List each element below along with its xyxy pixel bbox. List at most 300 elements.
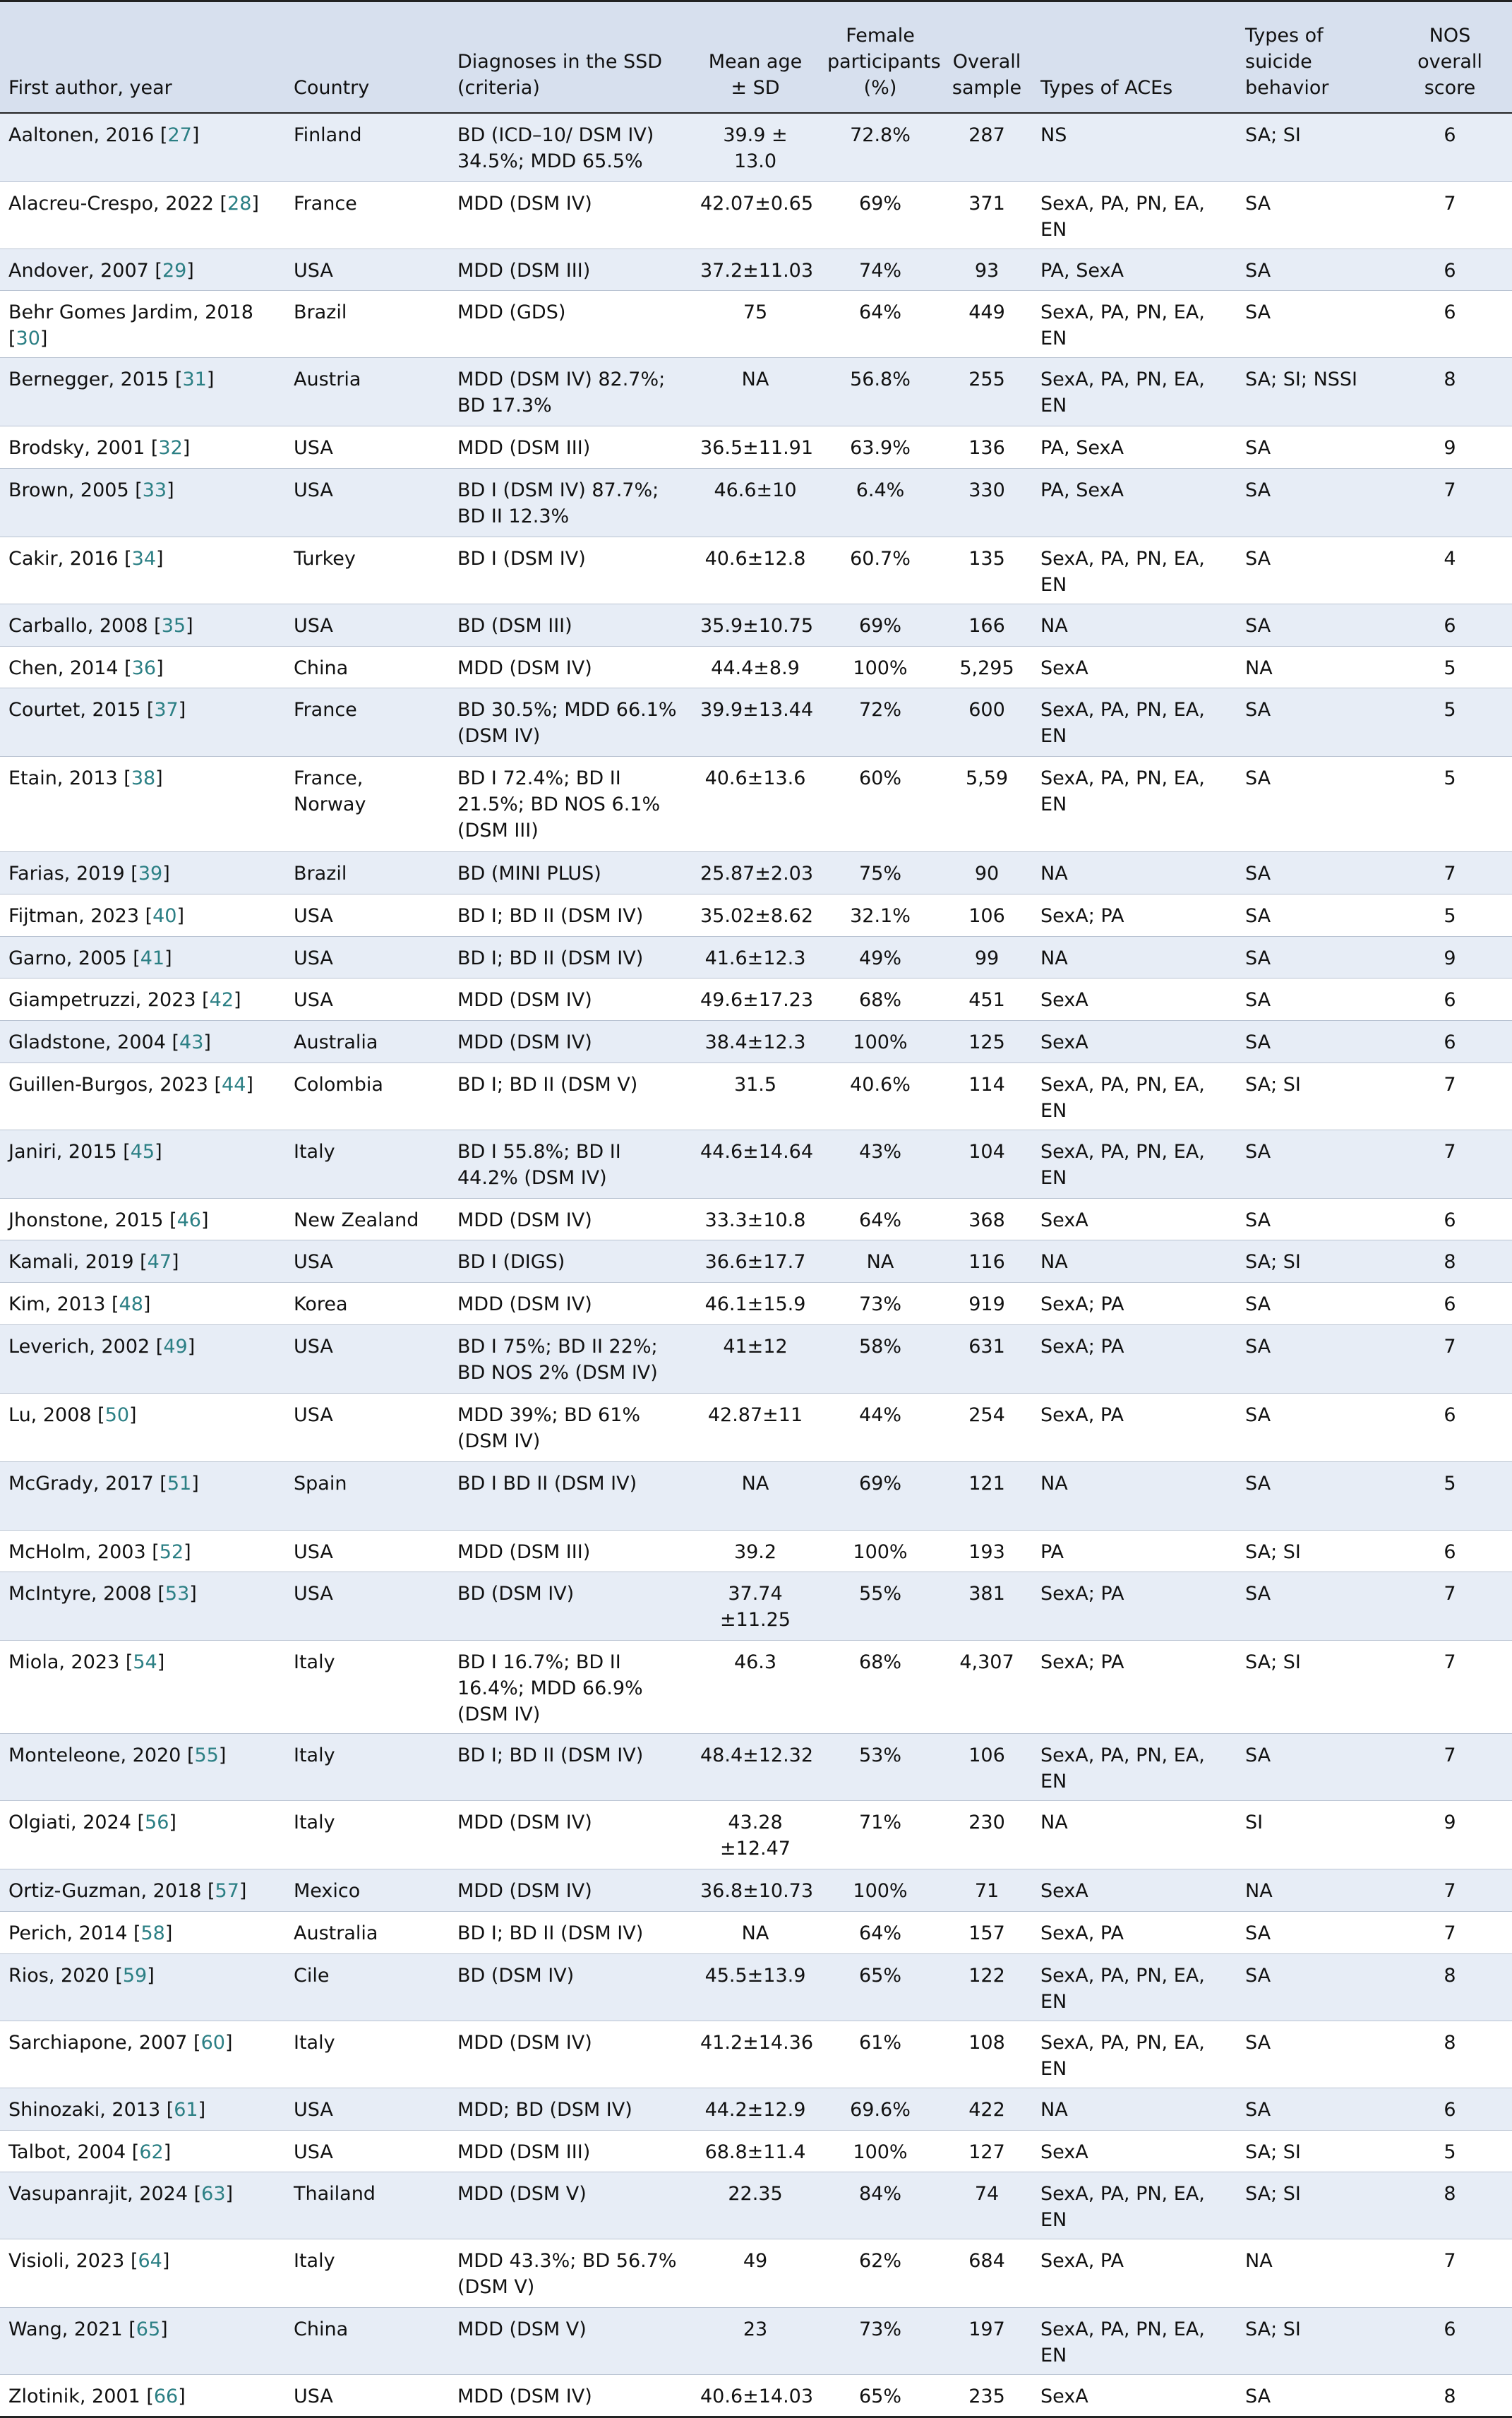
cell-diagnoses: BD (DSM III): [449, 604, 692, 646]
reference-link[interactable]: 51: [167, 1472, 192, 1495]
cell-diagnoses: BD I 16.7%; BD II 16.4%; MDD 66.9% (DSM IV): [449, 1641, 692, 1734]
cell-sample: 106: [942, 894, 1032, 936]
cell-nos: 5: [1388, 646, 1512, 688]
cell-aces: SexA: [1032, 1869, 1237, 1912]
header-row: [0, 1, 1512, 114]
cell-nos: 9: [1388, 426, 1512, 469]
cell-suicide: SA: [1237, 1324, 1388, 1393]
cell-nos: 6: [1388, 1530, 1512, 1572]
author-name: Olgiati, 2024: [8, 1812, 131, 1834]
cell-sample: 166: [942, 604, 1032, 646]
cell-aces: SexA: [1032, 1021, 1237, 1063]
reference-link[interactable]: 66: [153, 2386, 179, 2408]
reference-link[interactable]: 65: [136, 2318, 161, 2341]
table-row: [0, 1283, 1512, 1325]
cell-author: Rios, 2020 [59]: [0, 1953, 285, 2021]
cell-diagnoses: BD I; BD II (DSM IV): [449, 936, 692, 978]
cell-suicide: NA: [1237, 646, 1388, 688]
cell-aces: SexA, PA, PN, EA, EN: [1032, 291, 1237, 358]
cell-female: 100%: [819, 1869, 942, 1912]
cell-age: 45.5±13.9: [692, 1953, 819, 2021]
author-name: Talbot, 2004: [8, 2141, 126, 2163]
reference-link[interactable]: 63: [201, 2183, 226, 2205]
cell-female: 71%: [819, 1801, 942, 1869]
cell-nos: 5: [1388, 688, 1512, 757]
cell-sample: 631: [942, 1324, 1032, 1393]
reference-link[interactable]: 29: [162, 259, 187, 282]
reference-link[interactable]: 33: [142, 479, 167, 501]
reference-link[interactable]: 28: [227, 192, 252, 215]
cell-female: 69%: [819, 1461, 942, 1530]
cell-aces: NA: [1032, 1461, 1237, 1530]
cell-age: 48.4±12.32: [692, 1734, 819, 1801]
reference-link[interactable]: 48: [119, 1293, 143, 1316]
cell-diagnoses: MDD (DSM IV) 82.7%; BD 17.3%: [449, 358, 692, 426]
cell-suicide: SA: [1237, 426, 1388, 469]
cell-female: 68%: [819, 978, 942, 1021]
cell-sample: 71: [942, 1869, 1032, 1912]
cell-age: 44.4±8.9: [692, 646, 819, 688]
cell-female: 100%: [819, 1021, 942, 1063]
cell-diagnoses: MDD 39%; BD 61% (DSM IV): [449, 1393, 692, 1461]
cell-female: 69.6%: [819, 2088, 942, 2130]
cell-nos: 7: [1388, 852, 1512, 894]
table-row: [0, 1198, 1512, 1240]
cell-author: Gladstone, 2004 [43]: [0, 1021, 285, 1063]
cell-author: Brown, 2005 [33]: [0, 468, 285, 537]
author-name: Lu, 2008: [8, 1403, 92, 1426]
cell-age: NA: [692, 1461, 819, 1530]
cell-aces: SexA, PA, PN, EA, EN: [1032, 358, 1237, 426]
cell-author: Ortiz-Guzman, 2018 [57]: [0, 1869, 285, 1912]
cell-author: Fijtman, 2023 [40]: [0, 894, 285, 936]
cell-sample: 919: [942, 1283, 1032, 1325]
cell-sample: 99: [942, 936, 1032, 978]
cell-diagnoses: BD I 55.8%; BD II 44.2% (DSM IV): [449, 1130, 692, 1198]
reference-link[interactable]: 46: [176, 1209, 201, 1231]
author-name: Brodsky, 2001: [8, 437, 145, 460]
reference-link[interactable]: 62: [139, 2141, 164, 2163]
cell-age: 37.2±11.03: [692, 249, 819, 291]
reference-link[interactable]: 58: [140, 1922, 165, 1945]
table-row: [0, 936, 1512, 978]
cell-aces: SexA; PA: [1032, 1324, 1237, 1393]
author-name: Brown, 2005: [8, 479, 129, 501]
reference-link[interactable]: 43: [179, 1031, 204, 1053]
table-row: [0, 604, 1512, 646]
table-row: [0, 1530, 1512, 1572]
author-name: Kim, 2013: [8, 1293, 106, 1316]
cell-nos: 8: [1388, 358, 1512, 426]
cell-country: USA: [285, 1240, 449, 1283]
reference-link[interactable]: 42: [209, 989, 234, 1012]
table-row: [0, 426, 1512, 469]
author-name: Perich, 2014: [8, 1922, 128, 1945]
cell-sample: 287: [942, 113, 1032, 181]
cell-aces: PA, SexA: [1032, 249, 1237, 291]
cell-female: 73%: [819, 1283, 942, 1325]
table-row: [0, 852, 1512, 894]
cell-age: 41±12: [692, 1324, 819, 1393]
cell-age: 49.6±17.23: [692, 978, 819, 1021]
cell-country: Colombia: [285, 1063, 449, 1130]
cell-suicide: SA: [1237, 249, 1388, 291]
header-female: Female participants (%): [819, 1, 942, 114]
cell-suicide: SA: [1237, 1021, 1388, 1063]
reference-link[interactable]: 52: [159, 1540, 184, 1563]
table-row: [0, 2239, 1512, 2308]
cell-nos: 6: [1388, 291, 1512, 358]
reference-link[interactable]: 50: [104, 1403, 130, 1426]
reference-link[interactable]: 31: [182, 369, 207, 391]
author-name: Jhonstone, 2015: [8, 1209, 164, 1231]
cell-diagnoses: MDD (DSM III): [449, 426, 692, 469]
cell-diagnoses: MDD (DSM III): [449, 2130, 692, 2172]
cell-author: Zlotinik, 2001 [66]: [0, 2375, 285, 2417]
cell-suicide: SA; SI; NSSI: [1237, 358, 1388, 426]
cell-female: 58%: [819, 1324, 942, 1393]
cell-nos: 5: [1388, 2130, 1512, 2172]
cell-age: NA: [692, 358, 819, 426]
cell-sample: 114: [942, 1063, 1032, 1130]
cell-author: Leverich, 2002 [49]: [0, 1324, 285, 1393]
reference-link[interactable]: 53: [164, 1583, 190, 1605]
cell-aces: NA: [1032, 852, 1237, 894]
cell-female: 40.6%: [819, 1063, 942, 1130]
cell-diagnoses: MDD (DSM V): [449, 2308, 692, 2375]
author-name: Alacreu-Crespo, 2022: [8, 192, 214, 215]
table-row: [0, 1869, 1512, 1912]
cell-country: Finland: [285, 113, 449, 181]
cell-country: USA: [285, 1572, 449, 1641]
table-row: [0, 2308, 1512, 2375]
cell-aces: SexA, PA, PN, EA, EN: [1032, 2172, 1237, 2239]
cell-country: Cile: [285, 1953, 449, 2021]
cell-diagnoses: MDD (DSM IV): [449, 1283, 692, 1325]
reference-link[interactable]: 40: [152, 904, 177, 927]
cell-aces: SexA, PA, PN, EA, EN: [1032, 1953, 1237, 2021]
author-name: Vasupanrajit, 2024: [8, 2183, 188, 2205]
cell-sample: 451: [942, 978, 1032, 1021]
reference-link[interactable]: 41: [140, 947, 165, 969]
header-suicide: Types of suicide behavior: [1237, 1, 1388, 114]
cell-country: Spain: [285, 1461, 449, 1530]
cell-diagnoses: BD (DSM IV): [449, 1953, 692, 2021]
cell-aces: SexA, PA, PN, EA, EN: [1032, 1063, 1237, 1130]
cell-sample: 74: [942, 2172, 1032, 2239]
cell-author: Andover, 2007 [29]: [0, 249, 285, 291]
cell-age: 39.9 ± 13.0: [692, 113, 819, 181]
cell-age: 33.3±10.8: [692, 1198, 819, 1240]
cell-country: USA: [285, 249, 449, 291]
cell-suicide: SA; SI: [1237, 1240, 1388, 1283]
cell-country: USA: [285, 604, 449, 646]
cell-author: Kamali, 2019 [47]: [0, 1240, 285, 1283]
cell-author: Guillen-Burgos, 2023 [44]: [0, 1063, 285, 1130]
reference-link[interactable]: 60: [200, 2031, 225, 2054]
table-row: [0, 646, 1512, 688]
cell-sample: 4,307: [942, 1641, 1032, 1734]
cell-diagnoses: BD (ICD–10/ DSM IV) 34.5%; MDD 65.5%: [449, 113, 692, 181]
cell-author: Behr Gomes Jardim, 2018 [30]: [0, 291, 285, 358]
cell-nos: 6: [1388, 2088, 1512, 2130]
reference-link[interactable]: 47: [147, 1251, 172, 1274]
cell-aces: SexA, PA: [1032, 1912, 1237, 1954]
table-row: [0, 468, 1512, 537]
cell-diagnoses: BD I; BD II (DSM IV): [449, 1912, 692, 1954]
cell-female: 55%: [819, 1572, 942, 1641]
reference-link[interactable]: 35: [161, 614, 186, 637]
reference-link[interactable]: 55: [194, 1744, 219, 1767]
cell-diagnoses: MDD (DSM III): [449, 1530, 692, 1572]
cell-author: Courtet, 2015 [37]: [0, 688, 285, 757]
table-row: [0, 358, 1512, 426]
cell-nos: 7: [1388, 1734, 1512, 1801]
cell-country: USA: [285, 468, 449, 537]
cell-country: Brazil: [285, 852, 449, 894]
cell-aces: SexA, PA, PN, EA, EN: [1032, 688, 1237, 757]
cell-diagnoses: MDD; BD (DSM IV): [449, 2088, 692, 2130]
cell-aces: SexA: [1032, 2375, 1237, 2417]
cell-female: 100%: [819, 1530, 942, 1572]
header-author: First author, year: [0, 1, 285, 114]
cell-country: USA: [285, 2088, 449, 2130]
author-name: Behr Gomes Jardim, 2018: [8, 301, 253, 324]
reference-link[interactable]: 36: [131, 657, 157, 679]
reference-link[interactable]: 54: [133, 1651, 157, 1674]
table-body: [0, 113, 1512, 2417]
reference-link[interactable]: 32: [158, 437, 183, 460]
cell-sample: 368: [942, 1198, 1032, 1240]
cell-country: New Zealand: [285, 1198, 449, 1240]
cell-nos: 4: [1388, 537, 1512, 604]
cell-author: McHolm, 2003 [52]: [0, 1530, 285, 1572]
cell-female: 56.8%: [819, 358, 942, 426]
reference-link[interactable]: 57: [215, 1880, 239, 1903]
cell-female: 68%: [819, 1641, 942, 1734]
cell-female: 60%: [819, 757, 942, 852]
cell-suicide: SA: [1237, 1912, 1388, 1954]
reference-link[interactable]: 38: [131, 767, 156, 790]
cell-suicide: SA; SI: [1237, 2308, 1388, 2375]
cell-diagnoses: BD I BD II (DSM IV): [449, 1461, 692, 1530]
cell-sample: 255: [942, 358, 1032, 426]
header-nos: NOS overall score: [1388, 1, 1512, 114]
cell-aces: SexA, PA, PN, EA, EN: [1032, 181, 1237, 249]
cell-suicide: SA: [1237, 2375, 1388, 2417]
cell-suicide: SA; SI: [1237, 2130, 1388, 2172]
cell-country: Korea: [285, 1283, 449, 1325]
cell-nos: 8: [1388, 1240, 1512, 1283]
table-row: [0, 181, 1512, 249]
cell-aces: NA: [1032, 604, 1237, 646]
reference-link[interactable]: 45: [130, 1140, 155, 1163]
cell-nos: 5: [1388, 757, 1512, 852]
cell-diagnoses: BD I (DIGS): [449, 1240, 692, 1283]
cell-suicide: SA: [1237, 1393, 1388, 1461]
cell-author: Olgiati, 2024 [56]: [0, 1801, 285, 1869]
cell-age: NA: [692, 1912, 819, 1954]
cell-aces: SexA, PA, PN, EA, EN: [1032, 2308, 1237, 2375]
cell-age: 36.6±17.7: [692, 1240, 819, 1283]
cell-diagnoses: BD I; BD II (DSM V): [449, 1063, 692, 1130]
cell-author: Vasupanrajit, 2024 [63]: [0, 2172, 285, 2239]
table-row: [0, 1021, 1512, 1063]
cell-sample: 330: [942, 468, 1032, 537]
cell-nos: 6: [1388, 113, 1512, 181]
cell-country: Australia: [285, 1021, 449, 1063]
cell-nos: 8: [1388, 1953, 1512, 2021]
cell-sample: 121: [942, 1461, 1032, 1530]
author-name: Zlotinik, 2001: [8, 2386, 140, 2408]
cell-age: 23: [692, 2308, 819, 2375]
cell-female: 64%: [819, 291, 942, 358]
author-name: Aaltonen, 2016: [8, 124, 155, 146]
cell-diagnoses: MDD 43.3%; BD 56.7% (DSM V): [449, 2239, 692, 2308]
reference-link[interactable]: 34: [131, 547, 156, 570]
cell-suicide: SA: [1237, 894, 1388, 936]
cell-country: USA: [285, 1393, 449, 1461]
table-row: [0, 1240, 1512, 1283]
cell-age: 35.9±10.75: [692, 604, 819, 646]
author-name: Ortiz-Guzman, 2018: [8, 1880, 202, 1903]
cell-diagnoses: BD I (DSM IV): [449, 537, 692, 604]
reference-link[interactable]: 59: [122, 1964, 148, 1987]
cell-country: Italy: [285, 1641, 449, 1734]
cell-age: 40.6±12.8: [692, 537, 819, 604]
cell-age: 43.28 ±12.47: [692, 1801, 819, 1869]
cell-nos: 7: [1388, 1572, 1512, 1641]
cell-female: 72%: [819, 688, 942, 757]
table-row: [0, 1734, 1512, 1801]
reference-link[interactable]: 64: [138, 2250, 162, 2273]
cell-author: Kim, 2013 [48]: [0, 1283, 285, 1325]
reference-link[interactable]: 56: [145, 1812, 169, 1834]
table-row: [0, 1461, 1512, 1530]
cell-suicide: NA: [1237, 1869, 1388, 1912]
author-name: Andover, 2007: [8, 259, 149, 282]
cell-sample: 5,295: [942, 646, 1032, 688]
cell-aces: NA: [1032, 1801, 1237, 1869]
cell-diagnoses: BD I; BD II (DSM IV): [449, 1734, 692, 1801]
cell-author: Chen, 2014 [36]: [0, 646, 285, 688]
cell-age: 36.5±11.91: [692, 426, 819, 469]
reference-link[interactable]: 61: [174, 2098, 198, 2121]
cell-nos: 5: [1388, 1461, 1512, 1530]
cell-female: 65%: [819, 1953, 942, 2021]
header-sample: Overall sample: [942, 1, 1032, 114]
cell-diagnoses: MDD (DSM IV): [449, 1869, 692, 1912]
reference-link[interactable]: 27: [167, 124, 192, 146]
cell-diagnoses: BD (DSM IV): [449, 1572, 692, 1641]
table-row: [0, 1953, 1512, 2021]
cell-nos: 9: [1388, 1801, 1512, 1869]
cell-author: Lu, 2008 [50]: [0, 1393, 285, 1461]
cell-age: 75: [692, 291, 819, 358]
cell-diagnoses: MDD (DSM IV): [449, 1801, 692, 1869]
cell-sample: 193: [942, 1530, 1032, 1572]
cell-country: Italy: [285, 1734, 449, 1801]
cell-diagnoses: MDD (DSM IV): [449, 1198, 692, 1240]
cell-nos: 8: [1388, 2172, 1512, 2239]
cell-country: Italy: [285, 2239, 449, 2308]
cell-nos: 6: [1388, 1198, 1512, 1240]
author-name: Carballo, 2008: [8, 614, 148, 637]
cell-nos: 8: [1388, 2021, 1512, 2088]
cell-author: Talbot, 2004 [62]: [0, 2130, 285, 2172]
cell-aces: SexA: [1032, 1198, 1237, 1240]
cell-aces: SexA, PA: [1032, 1393, 1237, 1461]
reference-link[interactable]: 30: [16, 328, 40, 350]
cell-age: 25.87±2.03: [692, 852, 819, 894]
cell-country: USA: [285, 978, 449, 1021]
table-row: [0, 688, 1512, 757]
cell-aces: SexA, PA: [1032, 2239, 1237, 2308]
cell-female: 6.4%: [819, 468, 942, 537]
cell-author: Bernegger, 2015 [31]: [0, 358, 285, 426]
cell-sample: 122: [942, 1953, 1032, 2021]
cell-female: 64%: [819, 1912, 942, 1954]
cell-suicide: SA: [1237, 604, 1388, 646]
table-row: [0, 894, 1512, 936]
cell-nos: 6: [1388, 978, 1512, 1021]
cell-sample: 108: [942, 2021, 1032, 2088]
cell-aces: SexA: [1032, 646, 1237, 688]
header-country: Country: [285, 1, 449, 114]
cell-sample: 449: [942, 291, 1032, 358]
cell-female: 64%: [819, 1198, 942, 1240]
reference-link[interactable]: 49: [163, 1335, 188, 1358]
reference-link[interactable]: 37: [154, 699, 179, 722]
cell-country: France: [285, 181, 449, 249]
author-name: Rios, 2020: [8, 1964, 109, 1987]
table-row: [0, 249, 1512, 291]
cell-suicide: SA: [1237, 537, 1388, 604]
cell-diagnoses: BD I 72.4%; BD II 21.5%; BD NOS 6.1% (DSM III): [449, 757, 692, 852]
cell-author: Sarchiapone, 2007 [60]: [0, 2021, 285, 2088]
cell-nos: 6: [1388, 604, 1512, 646]
cell-country: France: [285, 688, 449, 757]
author-name: Guillen-Burgos, 2023: [8, 1073, 208, 1096]
cell-author: Perich, 2014 [58]: [0, 1912, 285, 1954]
cell-country: USA: [285, 936, 449, 978]
cell-suicide: SA: [1237, 1130, 1388, 1198]
cell-sample: 5,59: [942, 757, 1032, 852]
reference-link[interactable]: 44: [222, 1073, 246, 1096]
cell-author: Giampetruzzi, 2023 [42]: [0, 978, 285, 1021]
cell-aces: SexA; PA: [1032, 1283, 1237, 1325]
reference-link[interactable]: 39: [138, 863, 163, 885]
cell-author: Miola, 2023 [54]: [0, 1641, 285, 1734]
cell-female: 65%: [819, 2375, 942, 2417]
cell-suicide: SA: [1237, 1953, 1388, 2021]
cell-country: Italy: [285, 2021, 449, 2088]
cell-nos: 6: [1388, 1393, 1512, 1461]
cell-sample: 116: [942, 1240, 1032, 1283]
cell-aces: SexA, PA, PN, EA, EN: [1032, 2021, 1237, 2088]
author-name: Leverich, 2002: [8, 1335, 150, 1358]
cell-aces: SexA; PA: [1032, 1572, 1237, 1641]
cell-suicide: SA: [1237, 291, 1388, 358]
cell-diagnoses: BD (MINI PLUS): [449, 852, 692, 894]
cell-aces: NA: [1032, 936, 1237, 978]
author-name: Bernegger, 2015: [8, 369, 169, 391]
author-name: Garno, 2005: [8, 947, 127, 969]
cell-nos: 7: [1388, 2239, 1512, 2308]
cell-diagnoses: MDD (GDS): [449, 291, 692, 358]
cell-female: 73%: [819, 2308, 942, 2375]
cell-country: Brazil: [285, 291, 449, 358]
